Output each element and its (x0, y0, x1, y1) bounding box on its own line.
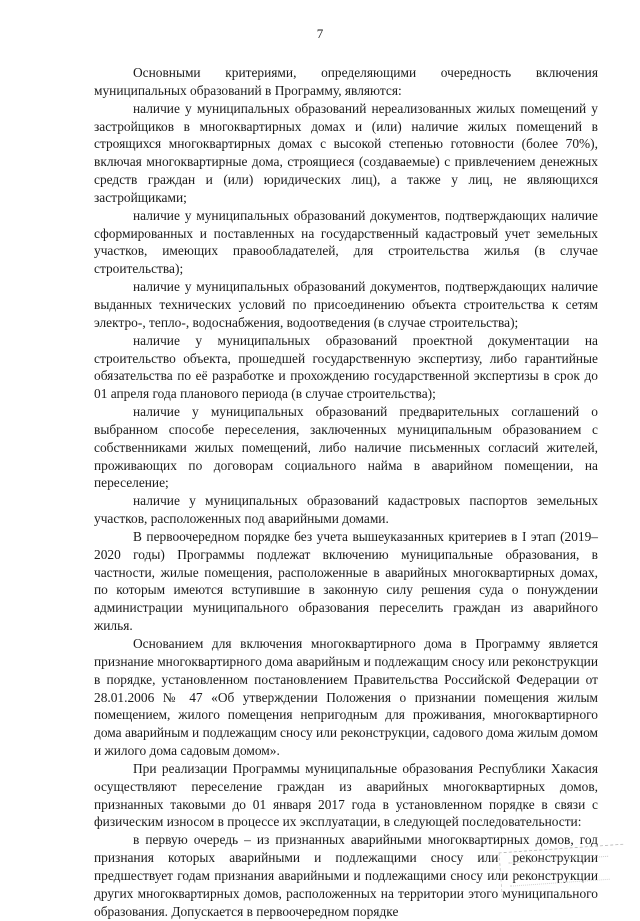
paragraph-resettlement-order: При реализации Программы муниципальные образования Республики Хакасия осуществляют переселение граждан из аварийных многоквартирных домов, признанных таковыми до 01 января 2017 года в установленном порядке в связи с физическим износом в процессе их эксплуатации, в следующей последовательности: (94, 760, 598, 830)
paragraph-resettlement-agreements: наличие у муниципальных образований предварительных соглашений о выбранном способе переселения, заключенных муниципальным образованием с собственниками жилых помещений, либо наличие письменных согласий жителей, проживающих по договорам социального найма в аварийном помещении, на переселение; (94, 404, 598, 491)
page-number: 7 (316, 26, 324, 41)
paragraph-technical-conditions: наличие у муниципальных образований документов, подтверждающих наличие выданных технических условий по присоединению объекта строительства к сетям электро-, тепло-, водоснабжения, водоотведения (в случае строительства); (94, 279, 598, 330)
paragraph-cadastral-passports: наличие у муниципальных образований кадастровых паспортов земельных участков, расположенных под аварийными домами. (94, 493, 598, 527)
paragraph-priority-stage: В первоочередном порядке без учета вышеуказанных критериев в I этап (2019–2020 годы) Программы подлежат включению муниципальные образования, в частности, жилые помещения, расположенные в аварийных многоквартирных домах, по которым имеются вступившие в законную силу решения суда о понуждении администрации муниципального образования переселить граждан из аварийного жилья. (94, 528, 598, 634)
document-body (94, 64, 598, 921)
faint-stamp-lines (508, 856, 609, 887)
paragraph-first-priority: в первую очередь – из признанных аварийными многоквартирных домов, год признания которых аварийными и подлежащими сносу или реконструкции предшествует годам признания аварийными и подлежащими сносу или реконструкции других многоквартирных домов, расположенных на территории этого муниципального образования. Допускается в первоочередном порядке (94, 832, 598, 919)
paragraph-criteria-intro: Основными критериями, определяющими очередность включения муниципальных образований в Программу, являются: (94, 65, 598, 98)
paragraph-inclusion-basis: Основанием для включения многоквартирного дома в Программу является признание многоквартирного дома аварийным и подлежащим сносу или реконструкции в порядке, установленном постановлением Правительства Российской Федерации от 28.01.2006 № 47 «Об утверждении Положения о признании помещения жилым помещением, жилого помещения непригодным для проживания, многоквартирного дома аварийным и подлежащим сносу или реконструкции, садового дома жилым домом и жилого дома садовым домом». (94, 636, 598, 759)
paragraph-project-documentation: наличие у муниципальных образований проектной документации на строительство объекта, прошедшей государственную экспертизу, либо гарантийные обязательства по её разработке и прохождению государственной экспертизы в срок до 01 апреля года планового периода (в случае строительства); (94, 332, 598, 402)
faint-stamp-mark (499, 844, 627, 898)
paragraph-land-plots: наличие у муниципальных образований документов, подтверждающих наличие сформированных и поставленных на государственный кадастровый учет земельных участков, имеющих правообладателей, для строительства жилья (в случае строительства); (94, 207, 598, 277)
paragraph-unsold-housing: наличие у муниципальных образований нереализованных жилых помещений у застройщиков в многоквартирных домах и (или) наличие жилых помещений в строящихся многоквартирных домах с высокой степенью готовности (более 70%), включая многоквартирные дома, строящиеся (создаваемые) с привлечением денежных средств граждан и (или) юридических лиц), а также у лиц, не являющихся застройщиками; (94, 100, 598, 205)
